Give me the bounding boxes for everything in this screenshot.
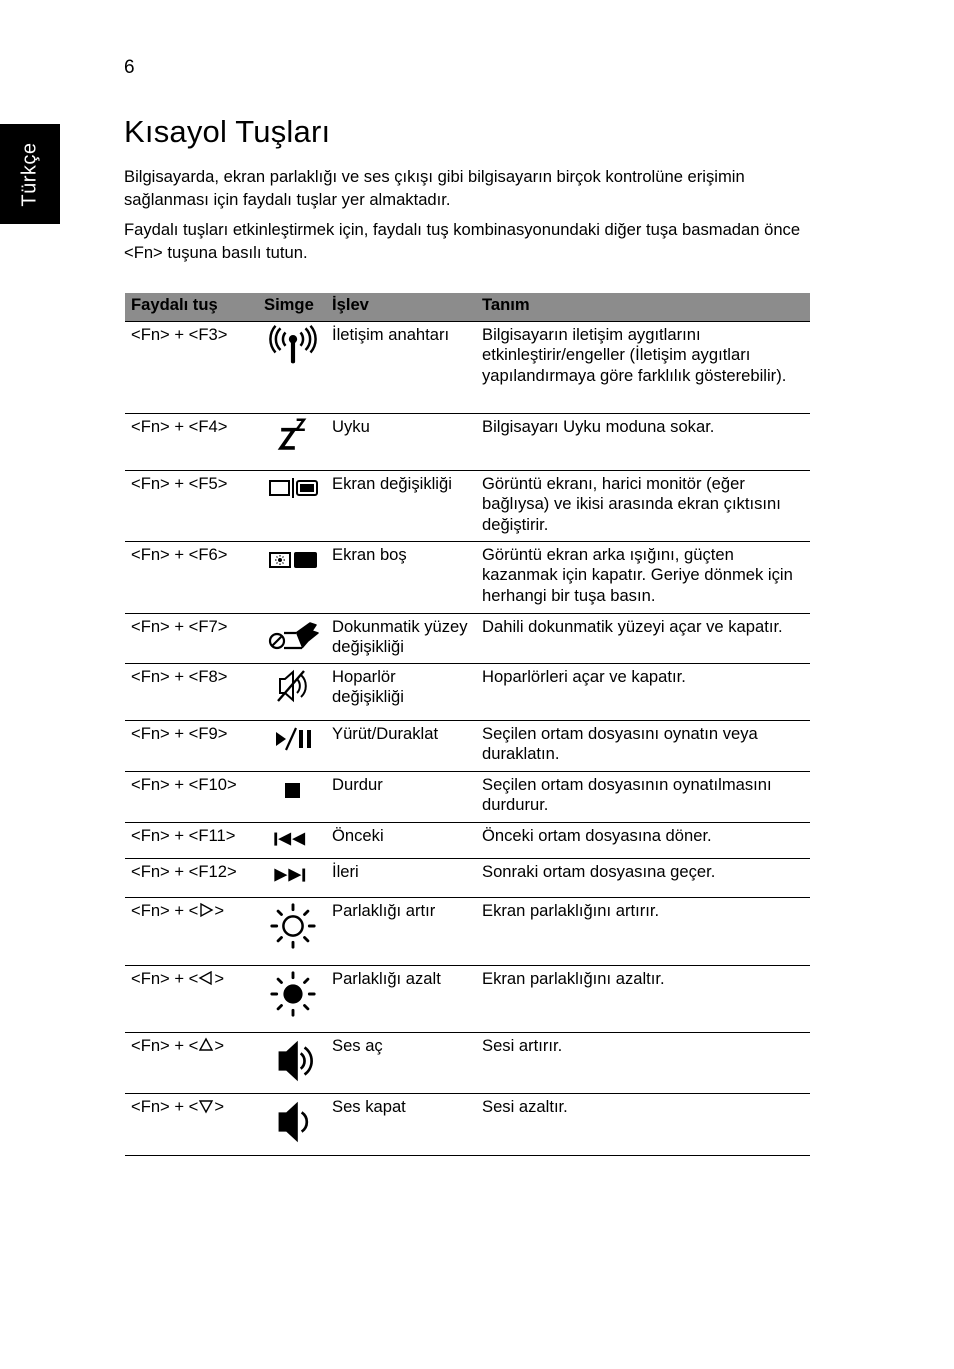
function-cell: İleri [326, 858, 476, 897]
table-row [125, 1032, 810, 1093]
table-row [125, 771, 810, 822]
icon-cell [260, 321, 326, 413]
language-side-tab [0, 124, 60, 224]
screen-blank-icon [266, 545, 320, 585]
hotkey-cell: <Fn> + <F3> [125, 321, 260, 413]
table-row [125, 413, 810, 470]
down-arrow-icon [198, 1098, 214, 1114]
wireless-icon [266, 325, 320, 365]
hotkey-table [125, 293, 810, 1156]
description-cell: Dahili dokunmatik yüzeyi açar ve kapatır. [476, 613, 810, 663]
icon-cell [260, 613, 326, 663]
touchpad-toggle-icon [266, 617, 320, 657]
description-cell: Seçilen ortam dosyasının oynatılmasını durdurur. [476, 771, 810, 822]
table-row [125, 663, 810, 720]
stop-icon [266, 775, 320, 815]
hotkey-cell: <Fn> + <F4> [125, 413, 260, 470]
right-arrow-icon [198, 902, 214, 918]
hotkey-cell [125, 897, 260, 965]
page-title: Kısayol Tuşları [124, 114, 331, 149]
hotkey-prefix: <Fn> + < [131, 1096, 199, 1116]
sleep-icon [266, 417, 320, 457]
function-cell: Önceki [326, 822, 476, 858]
table-row [125, 470, 810, 541]
hotkey-cell: <Fn> + <F9> [125, 720, 260, 771]
function-cell: Durdur [326, 771, 476, 822]
description-cell: Görüntü ekran arka ışığını, güçten kazanmak için kapatır. Geriye dönmek için herhangi bir tuşa basın. [476, 541, 810, 613]
volume-up-icon [266, 1036, 320, 1086]
instruction-paragraph: Faydalı tuşları etkinleştirmek için, faydalı tuş kombinasyonundaki diğer tuşa basmadan önce <Fn> tuşuna basılı tutun. [124, 220, 801, 262]
icon-cell [260, 858, 326, 897]
description-cell: Ekran parlaklığını artırır. [476, 897, 810, 965]
brightness-down-icon [266, 969, 320, 1019]
header-icon: Simge [260, 293, 326, 321]
function-cell: Ses aç [326, 1032, 476, 1093]
left-arrow-icon [198, 970, 214, 986]
function-cell: İletişim anahtarı [326, 321, 476, 413]
icon-cell [260, 897, 326, 965]
previous-icon [266, 826, 320, 854]
function-cell: Ses kapat [326, 1093, 476, 1155]
hotkey-suffix: > [214, 1096, 225, 1116]
hotkey-cell: <Fn> + <F10> [125, 771, 260, 822]
play-pause-icon [266, 724, 320, 764]
description-cell: Bilgisayarı Uyku moduna sokar. [476, 413, 810, 470]
page-number: 6 [124, 57, 135, 78]
table-row [125, 321, 810, 413]
table-row [125, 720, 810, 771]
hotkey-cell: <Fn> + <F6> [125, 541, 260, 613]
icon-cell [260, 1093, 326, 1155]
function-cell: Yürüt/Duraklat [326, 720, 476, 771]
icon-cell [260, 822, 326, 858]
up-arrow-icon [198, 1037, 214, 1053]
table-row [125, 858, 810, 897]
hotkey-cell [125, 965, 260, 1032]
icon-cell [260, 470, 326, 541]
description-cell: Ekran parlaklığını azaltır. [476, 965, 810, 1032]
header-hotkey: Faydalı tuş [125, 293, 260, 321]
speaker-toggle-icon [266, 667, 320, 707]
description-cell: Görüntü ekranı, harici monitör (eğer bağlıysa) ve ikisi arasında ekran çıktısını değiştirir. [476, 470, 810, 541]
table-row [125, 897, 810, 965]
hotkey-prefix: <Fn> + < [131, 1035, 199, 1055]
function-cell: Hoparlör değişikliği [326, 663, 476, 720]
display-toggle-icon [266, 474, 320, 514]
header-description: Tanım [476, 293, 810, 321]
volume-down-icon [266, 1097, 320, 1147]
hotkey-suffix: > [214, 900, 225, 920]
hotkey-cell: <Fn> + <F12> [125, 858, 260, 897]
table-row [125, 1093, 810, 1155]
function-cell: Parlaklığı artır [326, 897, 476, 965]
header-function: İşlev [326, 293, 476, 321]
function-cell: Parlaklığı azalt [326, 965, 476, 1032]
hotkey-cell [125, 1093, 260, 1155]
hotkey-prefix: <Fn> + < [131, 900, 199, 920]
icon-cell [260, 541, 326, 613]
description-cell: Sesi artırır. [476, 1032, 810, 1093]
function-cell: Uyku [326, 413, 476, 470]
table-header-row [125, 293, 810, 321]
description-cell: Sonraki ortam dosyasına geçer. [476, 858, 810, 897]
hotkey-cell: <Fn> + <F7> [125, 613, 260, 663]
function-cell: Ekran değişikliği [326, 470, 476, 541]
description-cell: Önceki ortam dosyasına döner. [476, 822, 810, 858]
brightness-up-icon [266, 901, 320, 951]
description-cell: Sesi azaltır. [476, 1093, 810, 1155]
hotkey-cell: <Fn> + <F11> [125, 822, 260, 858]
table-row [125, 822, 810, 858]
table-row [125, 613, 810, 663]
icon-cell [260, 720, 326, 771]
hotkey-suffix: > [214, 968, 225, 988]
hotkey-cell [125, 1032, 260, 1093]
hotkey-suffix: > [214, 1035, 225, 1055]
hotkey-cell: <Fn> + <F5> [125, 470, 260, 541]
function-cell: Ekran boş [326, 541, 476, 613]
icon-cell [260, 413, 326, 470]
table-row [125, 541, 810, 613]
language-label: Türkçe [18, 141, 41, 207]
intro-paragraph: Bilgisayarda, ekran parlaklığı ve ses çıkışı gibi bilgisayarın birçok kontrolüne erişimin sağlanması için faydalı tuşlar yer almaktadır. [124, 167, 745, 209]
hotkey-cell: <Fn> + <F8> [125, 663, 260, 720]
hotkey-prefix: <Fn> + < [131, 968, 199, 988]
icon-cell [260, 771, 326, 822]
icon-cell [260, 663, 326, 720]
description-cell: Hoparlörleri açar ve kapatır. [476, 663, 810, 720]
description-cell: Seçilen ortam dosyasını oynatın veya duraklatın. [476, 720, 810, 771]
icon-cell [260, 1032, 326, 1093]
table-row [125, 965, 810, 1032]
description-cell: Bilgisayarın iletişim aygıtlarını etkinleştirir/engeller (İletişim aygıtları yapılandırmaya göre farklılık gösterebilir). [476, 321, 810, 413]
icon-cell [260, 965, 326, 1032]
function-cell: Dokunmatik yüzey değişikliği [326, 613, 476, 663]
next-icon [266, 862, 320, 890]
